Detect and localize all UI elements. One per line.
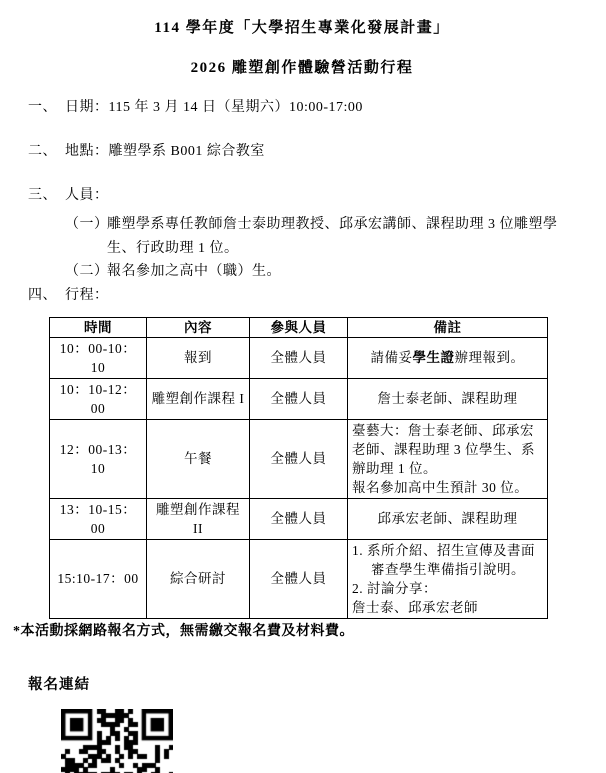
remark-post: 辦理報到。 — [454, 350, 525, 365]
cell-content: 午餐 — [147, 419, 250, 498]
header-cell-time: 時間 — [50, 317, 147, 337]
header-cell-remark: 備註 — [348, 317, 548, 337]
remark-line: 臺藝大：詹士泰老師、邱承宏老師、課程助理 3 位學生、系辦助理 1 位。 — [352, 422, 535, 476]
footnote: *本活動採網路報名方式，無需繳交報名費及材料費。 — [13, 623, 354, 639]
cell-content: 綜合研討 — [147, 539, 250, 618]
header-cell-participants: 參與人員 — [250, 317, 348, 337]
section-personnel-marker: 三、 — [28, 188, 57, 203]
cell-participants: 全體人員 — [250, 378, 348, 419]
cell-participants: 全體人員 — [250, 419, 348, 498]
schedule-table — [49, 317, 548, 619]
personnel-item-staff — [65, 213, 576, 260]
section-date-marker: 一、 — [28, 100, 57, 115]
schedule-row-course1 — [50, 378, 548, 419]
schedule-row-course2 — [50, 498, 548, 539]
remark-line: 報名參加高中生預計 30 位。 — [352, 479, 529, 495]
personnel-item-staff-marker: （一） — [65, 217, 109, 232]
section-personnel-text: 人員： — [65, 188, 109, 203]
cell-time: 10：00-10：10 — [50, 337, 147, 378]
cell-time: 15:10-17：00 — [50, 539, 147, 618]
section-location — [28, 142, 576, 161]
table-header-row — [50, 317, 548, 337]
page-title: 114 學年度「大學招生專業化發展計畫」 — [154, 20, 450, 36]
personnel-item-students-text: 報名參加之高中（職）生。 — [107, 264, 281, 279]
cell-participants: 全體人員 — [250, 539, 348, 618]
cell-remark — [348, 419, 548, 498]
cell-time: 12：00-13：10 — [50, 419, 147, 498]
schedule-row-seminar — [50, 539, 548, 618]
section-personnel — [28, 186, 576, 205]
cell-remark: 邱承宏老師、課程助理 — [348, 498, 548, 539]
section-location-text: 地點：雕塑學系 B001 綜合教室 — [65, 144, 265, 159]
remark-bold: 學生證 — [412, 350, 455, 365]
registration-link-label: 報名連結 — [28, 676, 90, 693]
remark-line: 1. 系所介紹、招生宣傳及書面審查學生準備指引說明。 — [352, 542, 535, 577]
remark-pre: 請備妥 — [370, 350, 413, 365]
personnel-item-students — [65, 260, 576, 284]
page-subtitle: 2026 雕塑創作體驗營活動行程 — [190, 60, 414, 76]
section-location-marker: 二、 — [28, 144, 57, 159]
section-schedule-text: 行程： — [65, 287, 109, 303]
cell-content: 雕塑創作課程 II — [147, 498, 250, 539]
cell-content: 報到 — [147, 337, 250, 378]
cell-participants: 全體人員 — [250, 498, 348, 539]
header-cell-content: 內容 — [147, 317, 250, 337]
section-schedule — [28, 286, 576, 305]
cell-participants: 全體人員 — [250, 337, 348, 378]
section-schedule-marker: 四、 — [28, 287, 57, 303]
schedule-row-lunch — [50, 419, 548, 498]
remark-line: 2. 討論分享： — [352, 580, 437, 596]
cell-time: 13：10-15：00 — [50, 498, 147, 539]
remark-line: 詹士泰、邱承宏老師 — [352, 599, 478, 615]
personnel-item-students-marker: （二） — [65, 264, 109, 279]
section-date-text: 日期：115 年 3 月 14 日（星期六）10:00-17:00 — [65, 100, 363, 115]
qr-code — [61, 709, 173, 773]
cell-remark — [348, 337, 548, 378]
cell-remark — [348, 539, 548, 618]
personnel-list — [65, 213, 576, 284]
cell-remark: 詹士泰老師、課程助理 — [348, 378, 548, 419]
cell-content: 雕塑創作課程 I — [147, 378, 250, 419]
section-date — [28, 98, 576, 117]
cell-time: 10：10-12：00 — [50, 378, 147, 419]
personnel-item-staff-text: 雕塑學系專任教師詹士泰助理教授、邱承宏講師、課程助理 3 位雕塑學生、行政助理 1 位。 — [107, 217, 558, 256]
schedule-row-checkin — [50, 337, 548, 378]
